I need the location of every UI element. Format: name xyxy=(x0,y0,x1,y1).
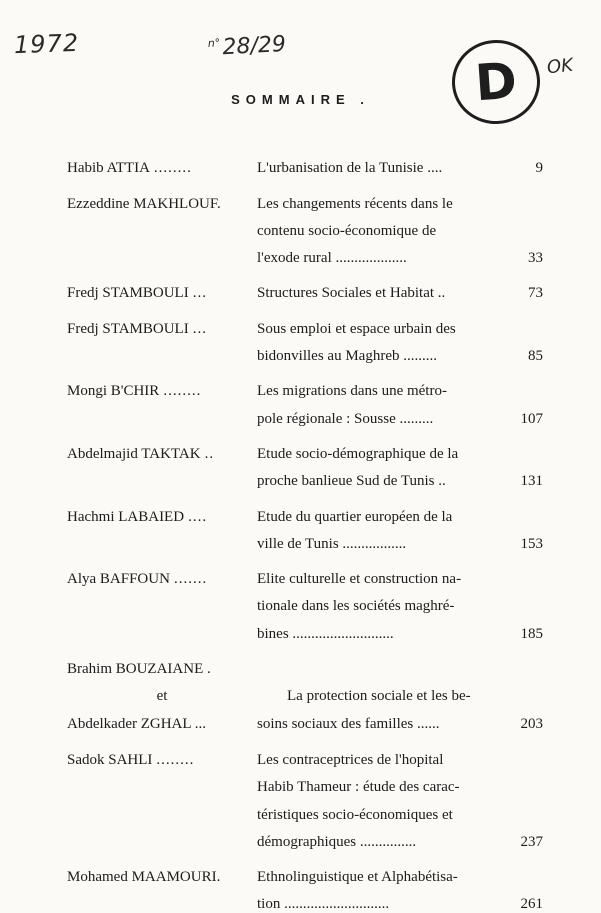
title-text: bidonvilles au Maghreb ......... xyxy=(257,348,437,365)
title-text: Etude socio-démographique de la xyxy=(257,445,459,462)
title-text: L'urbanisation de la Tunisie .... xyxy=(257,160,443,177)
toc-line xyxy=(67,796,543,823)
toc-title xyxy=(257,284,543,302)
toc-line xyxy=(67,310,543,337)
toc-author xyxy=(67,320,257,338)
author-name: Mohamed MAAMOURI. xyxy=(67,869,221,886)
toc-author xyxy=(67,570,257,588)
toc-line xyxy=(67,678,543,705)
toc-author xyxy=(67,508,257,526)
toc-line xyxy=(67,588,543,615)
author-name: Hachmi LABAIED xyxy=(67,508,185,525)
author-name: Fredj STAMBOULI xyxy=(67,320,189,337)
page-title: SOMMAIRE . xyxy=(231,92,370,107)
toc-author xyxy=(67,868,257,886)
title-text: bines ........................... xyxy=(257,625,394,642)
author-name: Alya BAFFOUN xyxy=(67,571,170,588)
toc-title xyxy=(257,806,543,824)
page-number: 107 xyxy=(520,410,543,427)
toc-title xyxy=(257,472,543,490)
handwritten-issue xyxy=(207,32,286,61)
title-text: Ethnolinguistique et Alphabétisa- xyxy=(257,869,458,886)
author-name: Abdelkader ZGHAL ... xyxy=(67,715,206,732)
title-text: proche banlieue Sud de Tunis .. xyxy=(257,473,446,490)
toc-title xyxy=(257,249,543,267)
title-text: soins sociaux des familles ...... xyxy=(257,715,440,732)
toc-entry xyxy=(67,275,543,302)
page-number: 73 xyxy=(528,285,543,302)
toc-title xyxy=(257,570,543,588)
author-name: Habib ATTIA xyxy=(67,160,150,177)
author-name: Fredj STAMBOULI xyxy=(67,285,189,302)
toc-title xyxy=(257,382,543,400)
toc-entry xyxy=(67,561,543,643)
toc-line xyxy=(67,463,543,490)
toc-title xyxy=(257,222,543,240)
toc-title xyxy=(257,833,543,851)
author-leader-dots: ........ xyxy=(156,751,195,768)
toc-author xyxy=(67,751,257,769)
toc-entry xyxy=(67,859,543,913)
toc-author xyxy=(67,382,257,400)
toc-author xyxy=(67,445,257,463)
toc-entry xyxy=(67,185,543,267)
toc-line xyxy=(67,859,543,886)
title-text: Les migrations dans une métro- xyxy=(257,383,447,400)
toc-title xyxy=(257,778,543,796)
title-text: Habib Thameur : étude des carac- xyxy=(257,779,460,796)
toc-entry xyxy=(67,310,543,365)
author-leader-dots: ... xyxy=(192,285,207,302)
page-number: 203 xyxy=(520,715,543,732)
title-text: démographiques ............... xyxy=(257,833,417,850)
page-number: 153 xyxy=(520,535,543,552)
author-leader-dots: ... xyxy=(192,320,207,337)
title-text: ville de Tunis ................. xyxy=(257,535,407,552)
toc-line xyxy=(67,561,543,588)
author-leader-dots: ........ xyxy=(153,160,192,177)
issue-number: 28/29 xyxy=(221,31,287,61)
title-text: Structures Sociales et Habitat .. xyxy=(257,285,446,302)
issue-prefix: n° xyxy=(207,36,221,50)
toc-entry xyxy=(67,436,543,491)
toc-author xyxy=(67,284,257,302)
author-name: et xyxy=(156,688,168,705)
toc-entry xyxy=(67,651,543,733)
toc-entry xyxy=(67,498,543,553)
toc-line xyxy=(67,275,543,302)
author-name: Abdelmajid TAKTAK xyxy=(67,445,201,462)
page-number: 185 xyxy=(520,625,543,642)
toc-line xyxy=(67,824,543,851)
toc-line xyxy=(67,615,543,642)
title-text: tionale dans les sociétés maghré- xyxy=(257,598,455,615)
handwritten-ok: OK xyxy=(545,54,575,79)
toc-line xyxy=(67,373,543,400)
page-number: 261 xyxy=(520,896,543,913)
toc-entry xyxy=(67,742,543,851)
author-name: Ezzeddine MAKHLOUF. xyxy=(67,195,221,212)
table-of-contents xyxy=(67,150,543,913)
toc-title xyxy=(257,535,543,553)
page-number: 33 xyxy=(528,250,543,267)
toc-title xyxy=(257,320,543,338)
toc-title xyxy=(257,508,543,526)
handwritten-year: 1972 xyxy=(13,28,80,60)
toc-author xyxy=(67,195,257,213)
page-number: 237 xyxy=(520,833,543,850)
toc-line xyxy=(67,338,543,365)
toc-title xyxy=(257,751,543,769)
page-number: 9 xyxy=(535,160,543,177)
toc-title xyxy=(257,410,543,428)
toc-line xyxy=(67,240,543,267)
author-name: Brahim BOUZAIANE . xyxy=(67,661,211,678)
title-text: pole régionale : Sousse ......... xyxy=(257,410,434,427)
toc-line xyxy=(67,498,543,525)
toc-title xyxy=(257,715,543,733)
toc-author xyxy=(67,660,257,678)
toc-author xyxy=(67,687,287,705)
title-text: La protection sociale et les be- xyxy=(287,688,471,705)
toc-line xyxy=(67,400,543,427)
page-number: 85 xyxy=(528,348,543,365)
toc-title xyxy=(257,625,543,643)
title-text: Elite culturelle et construction na- xyxy=(257,571,462,588)
title-text: Sous emploi et espace urbain des xyxy=(257,320,456,337)
title-text: Etude du quartier européen de la xyxy=(257,508,453,525)
toc-line xyxy=(67,651,543,678)
page-number: 131 xyxy=(520,473,543,490)
toc-line xyxy=(67,769,543,796)
author-leader-dots: .... xyxy=(188,508,208,525)
author-name: Sadok SAHLI xyxy=(67,751,153,768)
toc-line xyxy=(67,705,543,732)
toc-title xyxy=(257,445,543,463)
author-leader-dots: ....... xyxy=(173,571,208,588)
title-text: téristiques socio-économiques et xyxy=(257,806,453,823)
toc-title xyxy=(257,895,543,913)
toc-entry xyxy=(67,150,543,177)
author-name: Mongi B'CHIR xyxy=(67,383,160,400)
title-text: tion ............................ xyxy=(257,896,390,913)
toc-line xyxy=(67,526,543,553)
toc-line xyxy=(67,150,543,177)
title-text: Les changements récents dans le xyxy=(257,195,453,212)
toc-line xyxy=(67,742,543,769)
toc-line xyxy=(67,185,543,212)
toc-entry xyxy=(67,373,543,428)
toc-author xyxy=(67,715,257,733)
title-text: Les contraceptrices de l'hopital xyxy=(257,751,444,768)
toc-title xyxy=(257,159,543,177)
stamp-d-circle: D xyxy=(449,37,543,127)
title-text: contenu socio-économique de xyxy=(257,222,437,239)
toc-title xyxy=(287,687,543,705)
toc-title xyxy=(257,195,543,213)
toc-title xyxy=(257,597,543,615)
author-leader-dots: ........ xyxy=(163,383,202,400)
author-leader-dots: .. xyxy=(204,445,215,462)
title-text: l'exode rural ................... xyxy=(257,250,407,267)
toc-line xyxy=(67,436,543,463)
toc-title xyxy=(257,347,543,365)
toc-line xyxy=(67,213,543,240)
toc-author xyxy=(67,159,257,177)
toc-title xyxy=(257,868,543,886)
